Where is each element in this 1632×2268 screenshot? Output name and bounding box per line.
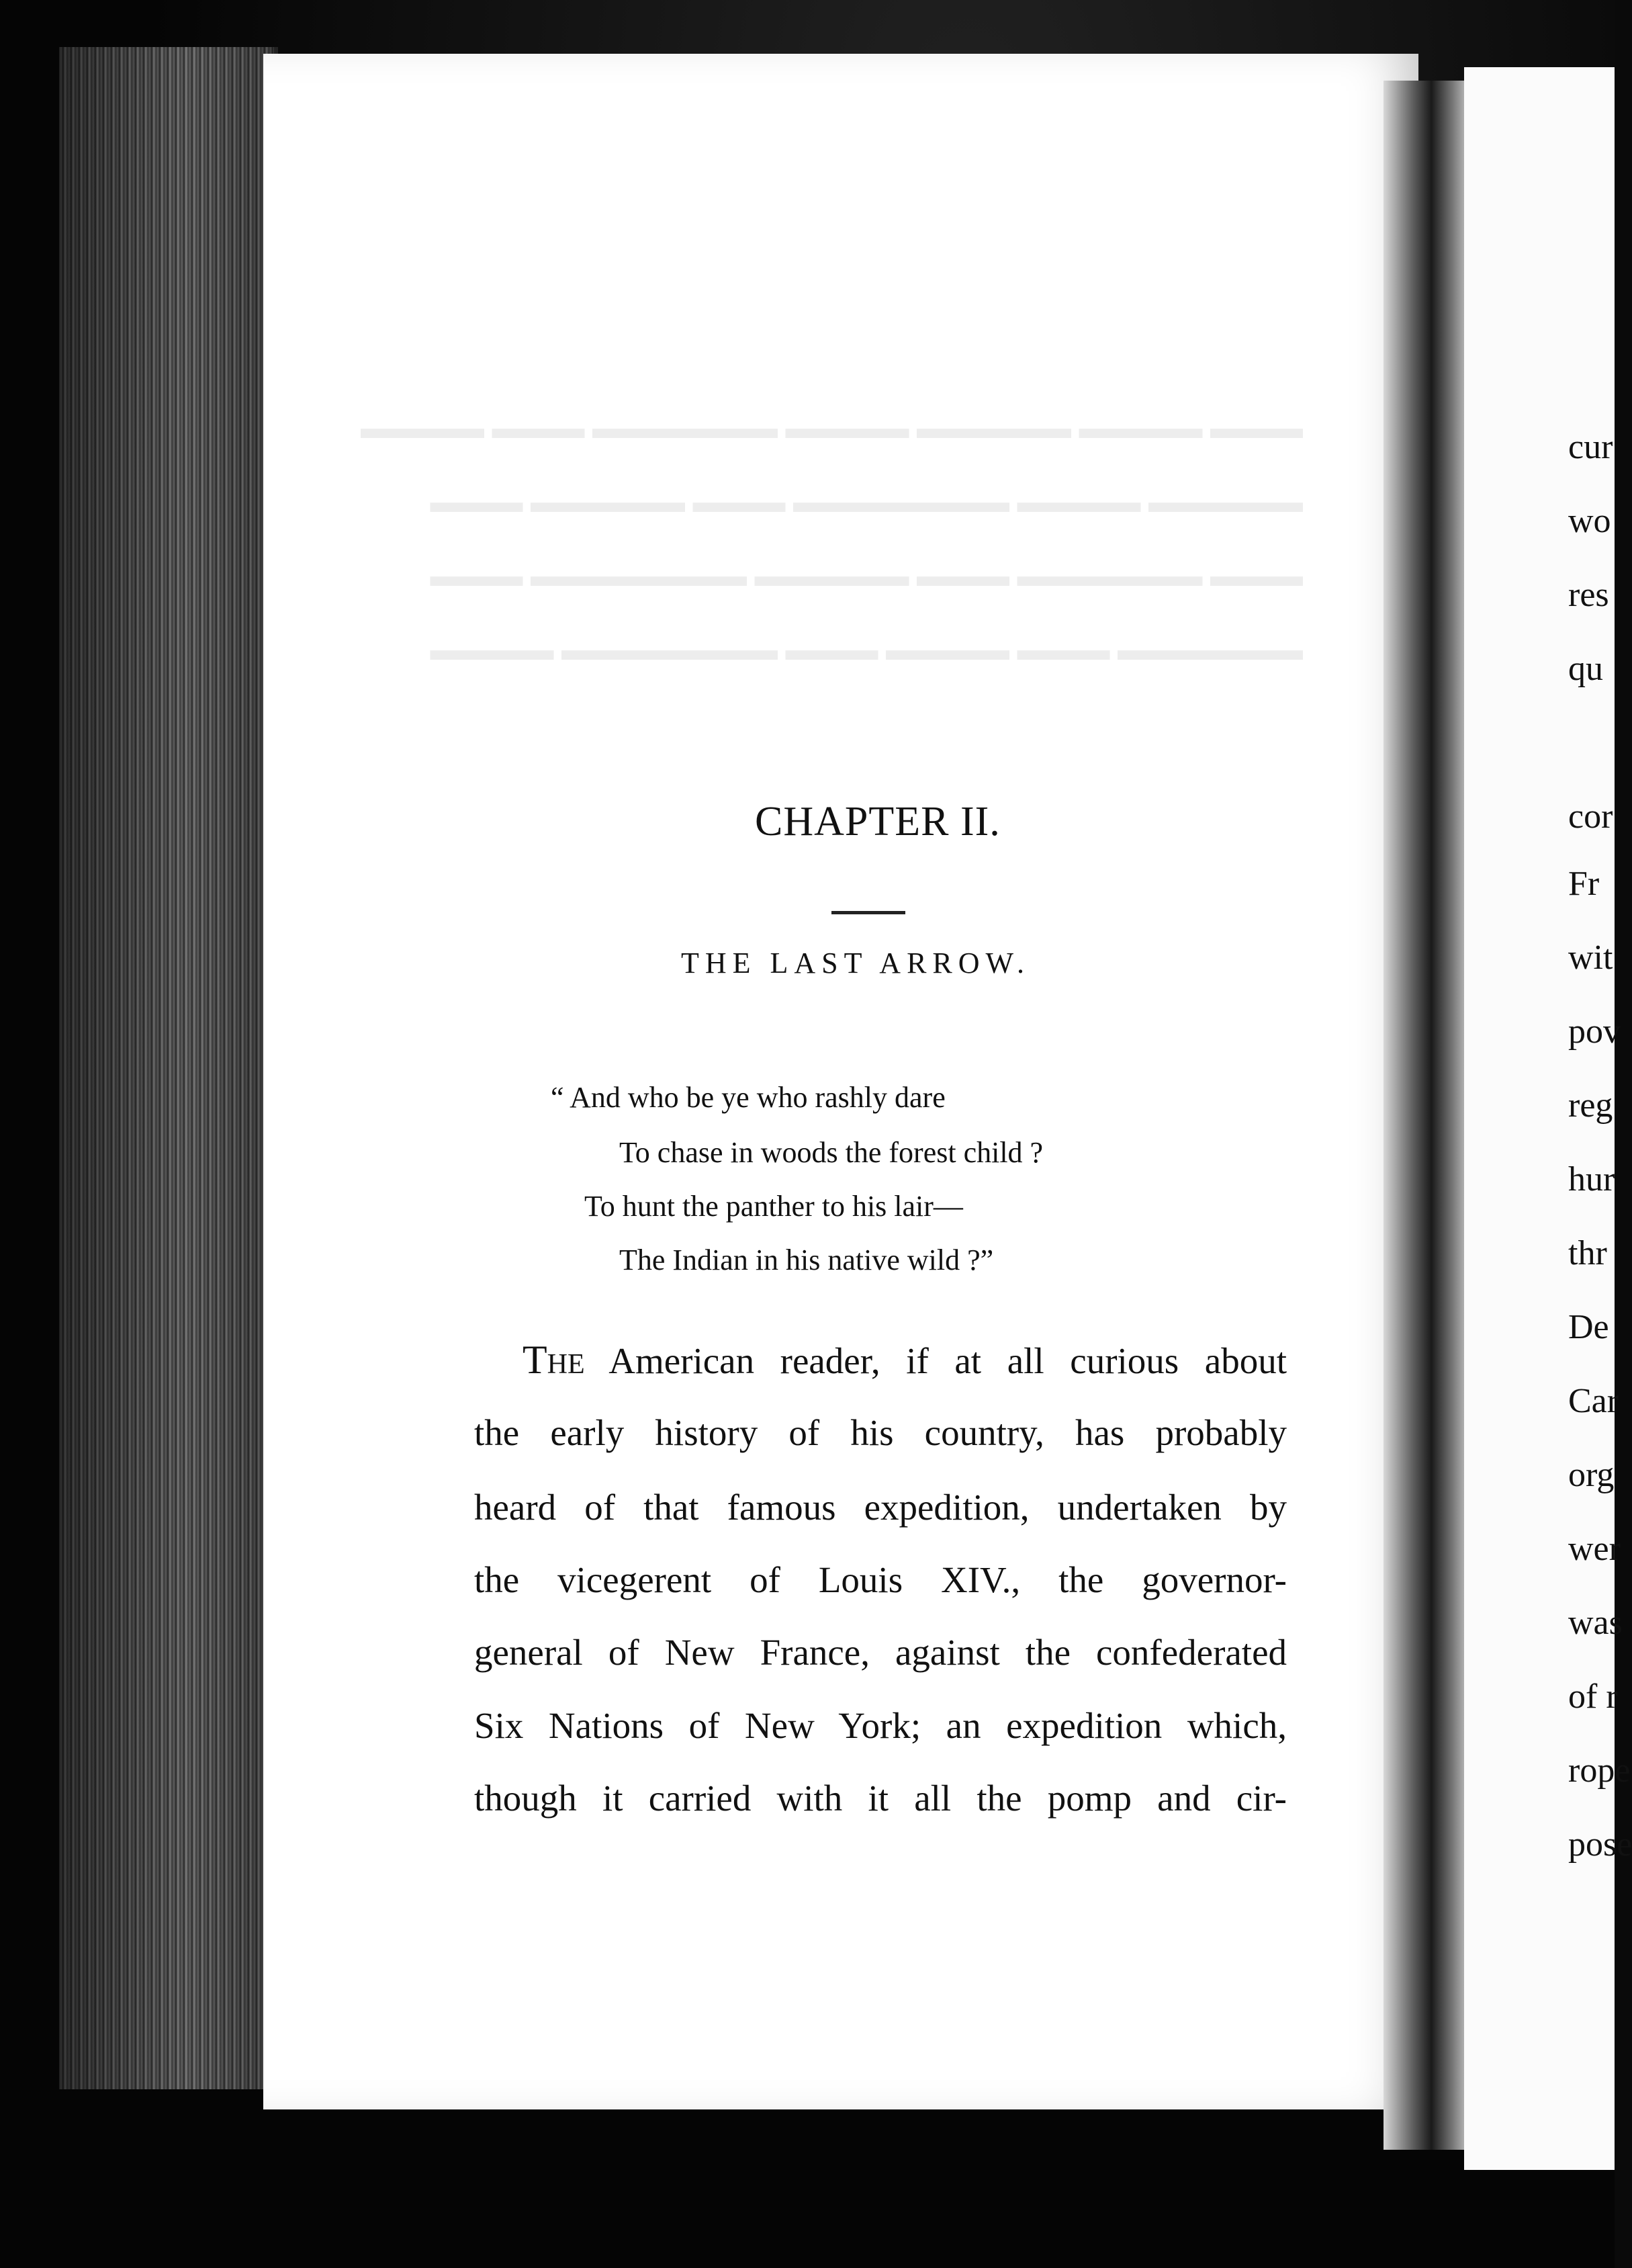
facing-page-fragment: cor [1568,797,1613,836]
facing-page-fragment: pov [1568,1012,1621,1051]
epigraph-line: The Indian in his native wild ?” [619,1244,994,1276]
body-line: though it carried with it all the pomp and cir- [474,1778,1287,1819]
page-edges-shadow [59,47,274,2089]
body-line [474,1337,1287,1383]
epigraph-line: To chase in woods the forest child ? [619,1136,1044,1169]
facing-page-fragment: qu [1568,650,1603,688]
facing-page-fragment: De [1568,1308,1609,1346]
show-through-line: ▬▬▬▬▬ ▬▬▬▬ ▬▬▬▬▬▬▬ ▬▬▬ ▬▬▬▬▬ ▬▬▬ [430,484,1303,519]
facing-page-fragment: hur [1568,1160,1615,1198]
facing-page-fragment: wer [1568,1530,1621,1568]
facing-page-fragment: was [1568,1604,1623,1642]
facing-page-fragment: of r [1568,1677,1618,1716]
show-through-line: ▬▬▬▬▬▬ ▬▬▬ ▬▬▬▬ ▬▬▬ ▬▬▬▬▬▬▬ ▬▬▬▬ [430,632,1303,666]
book-gutter [1384,81,1471,2150]
facing-page-fragment: cur [1568,428,1613,466]
show-through-line: ▬▬▬ ▬▬▬▬ ▬▬▬▬▬ ▬▬▬▬ ▬▬▬▬▬▬ ▬▬▬ ▬▬▬▬ [361,410,1303,445]
facing-page-fragment: Fr [1568,865,1600,903]
first-word-rest: HE [547,1349,585,1380]
facing-page-fragment: res [1568,576,1609,614]
body-line: heard of that famous expedition, undertaken by [474,1487,1287,1528]
first-letter: T [523,1338,547,1382]
facing-page-fragment: Car [1568,1382,1619,1420]
title-rule [831,911,905,914]
chapter-title: CHAPTER II. [755,799,1001,844]
facing-page-fragment: reg [1568,1086,1613,1125]
epigraph-line: To hunt the panther to his lair— [584,1190,963,1223]
facing-page-fragment: pose [1568,1825,1632,1864]
body-line: general of New France, against the confederated [474,1632,1287,1673]
body-line: the early history of his country, has probably [474,1412,1287,1453]
facing-page-fragment: wo [1568,502,1611,540]
facing-page-fragment: thr [1568,1234,1607,1272]
chapter-subtitle: THE LAST ARROW. [681,947,1031,979]
facing-page-fragment: rope [1568,1751,1631,1790]
epigraph-line: “ And who be ye who rashly dare [551,1081,946,1114]
facing-page-fragment: org [1568,1456,1615,1494]
first-line-text: American reader, if at all curious about [608,1340,1287,1381]
body-line: the vicegerent of Louis XIV., the governor- [474,1559,1287,1600]
facing-page-fragment: wit [1568,939,1613,977]
body-line: Six Nations of New York; an expedition which, [474,1705,1287,1746]
show-through-line: ▬▬▬ ▬▬▬▬▬▬ ▬▬▬ ▬▬▬▬▬ ▬▬▬▬▬▬▬ ▬▬▬ [430,558,1303,593]
